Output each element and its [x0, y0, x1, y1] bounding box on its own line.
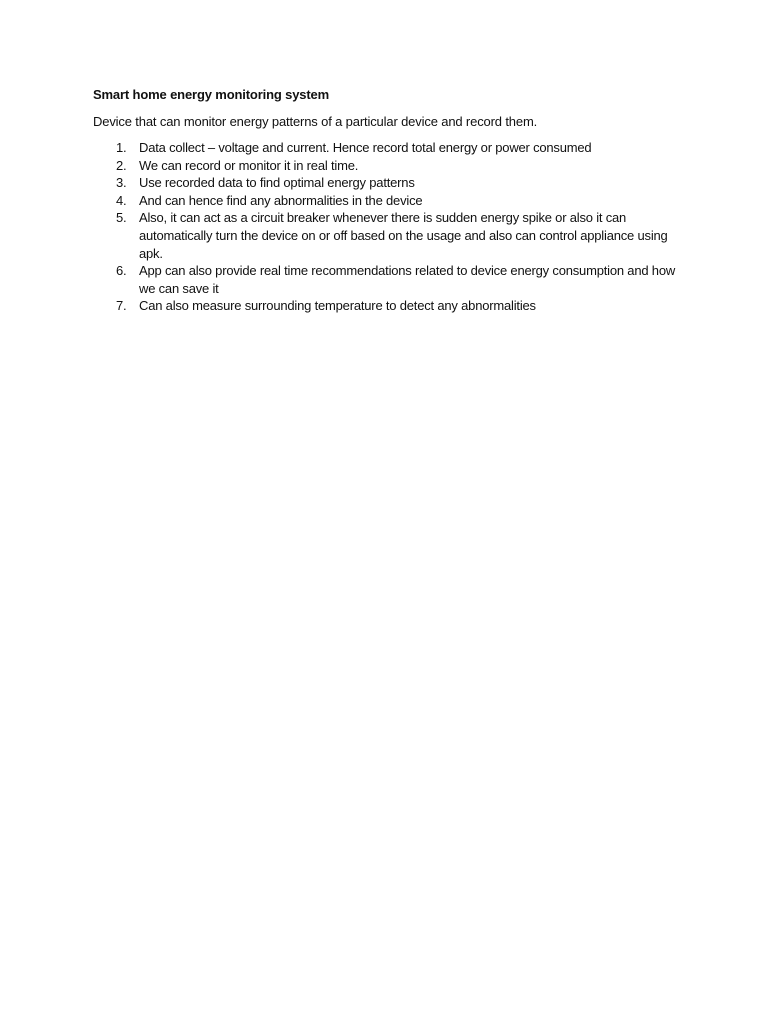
list-item-text: We can record or monitor it in real time.	[139, 157, 359, 173]
list-item-text: App can also provide real time recommendations related to device energy consumption and how we can save it	[139, 263, 676, 296]
list-item	[93, 209, 683, 262]
list-item-text: Data collect – voltage and current. Hence record total energy or power consumed	[139, 140, 592, 155]
list-item-text: And can hence find any abnormalities in the device	[139, 192, 423, 208]
list-number: 1.	[116, 140, 127, 155]
list-number: 7.	[116, 298, 127, 314]
list-number: 5.	[116, 210, 127, 226]
list-item	[93, 192, 683, 210]
document-title: Smart home energy monitoring system	[93, 87, 330, 102]
list-item	[93, 157, 683, 175]
list-item-text: Can also measure surrounding temperature to detect any abnormalities	[139, 298, 536, 314]
list-number: 4.	[116, 192, 127, 208]
intro-paragraph: Device that can monitor energy patterns of a particular device and record them.	[93, 114, 538, 129]
list-item-text: Also, it can act as a circuit breaker whenever there is sudden energy spike or also it can automatically turn the device on or off based on the usage and also can control appliance using apk.	[139, 210, 668, 261]
list-number: 6.	[116, 263, 127, 279]
list-item	[93, 174, 683, 192]
list-item	[93, 297, 683, 315]
list-number: 2.	[116, 157, 127, 173]
list-item	[93, 262, 683, 297]
list-number: 3.	[116, 175, 127, 191]
list-item-text: Use recorded data to find optimal energy patterns	[139, 175, 415, 191]
document-content	[93, 86, 683, 315]
list-item	[93, 139, 683, 157]
numbered-list	[93, 139, 683, 315]
